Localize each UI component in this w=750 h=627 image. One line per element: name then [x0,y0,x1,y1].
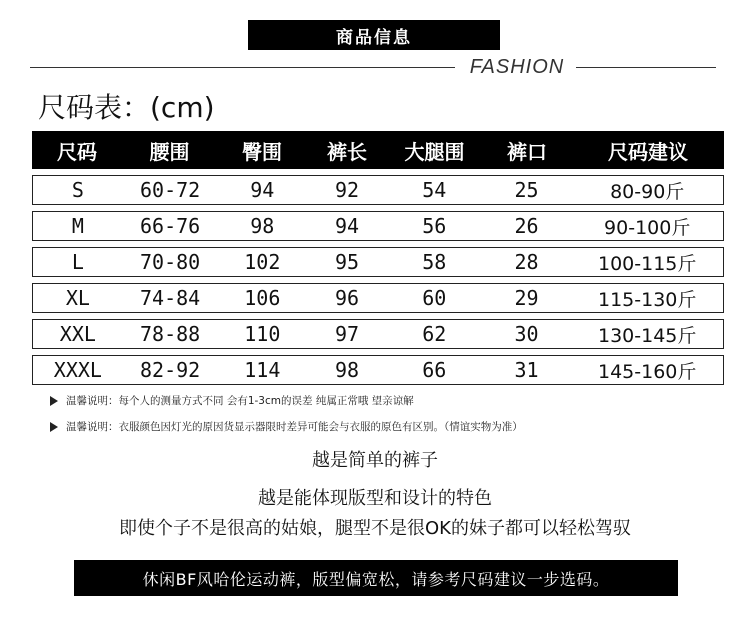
cell-recommendation: 145-160斤 [597,360,697,383]
cell-size: S [71,178,84,202]
cell-leg-opening: 29 [514,286,539,310]
bottom-banner: 休闲BF风哈伦运动裤，版型偏宽松，请参考尺码建议一步选码。 [74,560,678,596]
cell-hip: 94 [250,178,275,202]
column-header-hip: 臀围 [242,139,282,164]
cell-size: XL [65,286,90,310]
note-text: 温馨说明：每个人的测量方式不同 会有1-3cm的误差 纯属正常哦 望亲谅解 [66,395,414,407]
cell-leg-opening: 26 [514,214,539,238]
cell-leg-opening: 30 [514,322,539,346]
cell-waist: 66-76 [139,214,201,238]
cell-length: 92 [335,178,360,202]
divider-right [576,67,716,68]
divider-left [30,67,455,68]
table-row [32,175,724,205]
cell-hip: 110 [244,322,281,346]
cell-hip: 106 [244,286,281,310]
cell-recommendation: 130-145斤 [597,324,697,347]
cell-recommendation: 80-90斤 [610,180,685,203]
cell-length: 95 [335,250,360,274]
cell-recommendation: 100-115斤 [597,252,697,275]
description-line-1: 越是简单的裤子 [312,450,438,471]
cell-waist: 78-88 [139,322,201,346]
cell-length: 98 [335,358,360,382]
cell-length: 96 [335,286,360,310]
cell-recommendation: 90-100斤 [604,216,691,239]
description-line-3: 即使个子不是很高的姑娘，腿型不是很OK的妹子都可以轻松驾驭 [119,518,631,539]
cell-thigh: 54 [422,178,447,202]
note-color [50,419,523,434]
header-title: 商品信息 [248,20,500,50]
size-table [32,131,724,385]
table-row [32,247,724,277]
note-text: 温馨说明：衣服颜色因灯光的原因货显示器限时差异可能会与衣服的原色有区别。（情谊实物为准） [66,421,523,433]
table-row [32,355,724,385]
cell-leg-opening: 31 [514,358,539,382]
table-row [32,211,724,241]
cell-thigh: 66 [422,358,447,382]
fashion-label: FASHION [469,56,565,78]
cell-size: XXXL [53,358,102,382]
cell-waist: 60-72 [139,178,201,202]
size-chart-title: 尺码表：(cm) [38,91,215,124]
table-row [32,283,724,313]
column-header-waist: 腰围 [149,139,190,164]
table-row [32,319,724,349]
cell-thigh: 62 [422,322,447,346]
column-header-recommendation: 尺码建议 [608,139,688,164]
cell-thigh: 60 [422,286,447,310]
column-header-leg-opening: 裤口 [507,139,547,164]
cell-thigh: 56 [422,214,447,238]
cell-size: M [71,214,84,238]
cell-waist: 70-80 [139,250,201,274]
cell-hip: 114 [244,358,281,382]
table-header-row [32,131,724,169]
play-arrow-icon [50,396,58,406]
cell-waist: 82-92 [139,358,201,382]
description-line-2: 越是能体现版型和设计的特色 [258,488,492,509]
cell-leg-opening: 28 [514,250,539,274]
play-arrow-icon [50,422,58,432]
column-header-size: 尺码 [57,139,97,164]
cell-size: XXL [59,322,96,346]
cell-size: L [71,250,84,274]
cell-hip: 102 [244,250,281,274]
cell-hip: 98 [250,214,275,238]
cell-waist: 74-84 [139,286,201,310]
column-header-length: 裤长 [327,139,367,164]
column-header-thigh: 大腿围 [404,139,465,164]
cell-length: 94 [335,214,360,238]
note-measurement [50,393,414,408]
cell-recommendation: 115-130斤 [597,288,697,311]
cell-leg-opening: 25 [514,178,539,202]
cell-thigh: 58 [422,250,447,274]
cell-length: 97 [335,322,360,346]
